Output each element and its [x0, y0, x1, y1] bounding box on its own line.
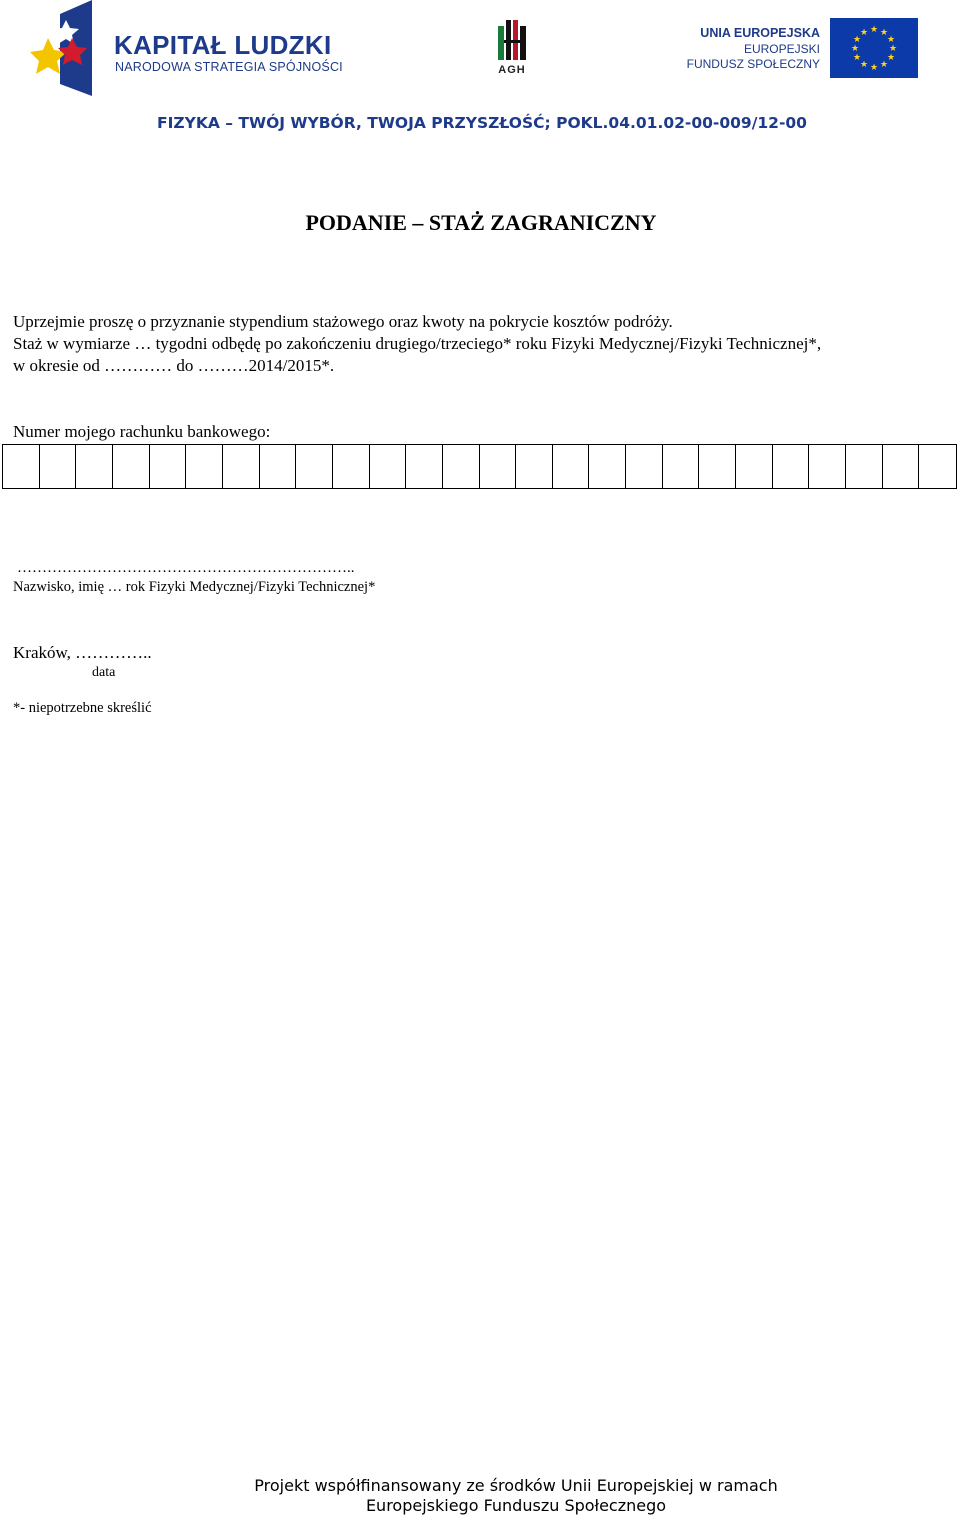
footnote: *- niepotrzebne skreślić — [13, 700, 152, 716]
paragraph-line-2: Staż w wymiarze … tygodni odbędę po zakończeniu drugiego/trzeciego* roku Fizyki Medycznej/Fizyki Technicznej*, — [13, 334, 822, 353]
account-digit-cell — [260, 445, 297, 488]
account-number-label: Numer mojego rachunku bankowego: — [13, 422, 271, 441]
account-digit-cell — [699, 445, 736, 488]
svg-text:★: ★ — [852, 53, 862, 63]
paragraph-line-3: w okresie od ………… do ………2014/2015*. — [13, 356, 335, 375]
svg-text:★: ★ — [850, 44, 860, 54]
account-digit-cell — [370, 445, 407, 488]
place-date: Kraków, ………….. — [13, 643, 152, 662]
account-digit-cell — [773, 445, 810, 488]
svg-text:★: ★ — [888, 44, 898, 54]
svg-text:★: ★ — [886, 35, 896, 45]
footer — [0, 1476, 960, 1516]
account-digit-cell — [223, 445, 260, 488]
account-digit-cell — [333, 445, 370, 488]
account-digit-cell — [589, 445, 626, 488]
footer-line-2: Europejskiego Funduszu Społecznego — [365, 1496, 667, 1515]
eu-line-2: EUROPEJSKI — [743, 42, 820, 56]
agh-logo — [494, 16, 530, 78]
account-digit-cell — [516, 445, 553, 488]
account-digit-cell — [663, 445, 700, 488]
account-digit-cell — [846, 445, 883, 488]
account-digit-cell — [626, 445, 663, 488]
kapital-ludzki-subtitle: NARODOWA STRATEGIA SPÓJNOŚCI — [115, 60, 343, 74]
account-digit-cell — [406, 445, 443, 488]
account-digit-cell — [113, 445, 150, 488]
account-digit-cell — [296, 445, 333, 488]
eu-line-1: UNIA EUROPEJSKA — [700, 26, 820, 40]
eu-line-3: FUNDUSZ SPOŁECZNY — [686, 57, 820, 71]
kapital-ludzki-emblem-icon — [30, 0, 94, 96]
date-caption: data — [92, 665, 116, 680]
document-title: PODANIE – STAŻ ZAGRANICZNY — [305, 210, 657, 235]
account-digit-cell — [480, 445, 517, 488]
signature-caption: Nazwisko, imię … rok Fizyki Medycznej/Fizyki Technicznej* — [13, 579, 376, 595]
eu-flag-icon — [830, 18, 918, 78]
account-digit-cell — [809, 445, 846, 488]
svg-text:★: ★ — [869, 63, 879, 73]
svg-text:★: ★ — [859, 28, 869, 38]
signature-line: ………………………………………………………….. — [17, 560, 355, 576]
svg-text:★: ★ — [869, 25, 879, 35]
account-number-grid — [2, 444, 957, 489]
account-digit-cell — [40, 445, 77, 488]
agh-label: AGH — [498, 64, 526, 76]
kapital-ludzki-logo — [30, 0, 343, 96]
account-digit-cell — [76, 445, 113, 488]
svg-text:★: ★ — [879, 28, 889, 38]
account-digit-cell — [919, 445, 956, 488]
project-line: FIZYKA – TWÓJ WYBÓR, TWOJA PRZYSZŁOŚĆ; POKL.04.01.02-00-009/12-00 — [157, 114, 807, 132]
svg-text:★: ★ — [859, 60, 869, 70]
kapital-ludzki-title: KAPITAŁ LUDZKI — [114, 30, 332, 60]
svg-text:★: ★ — [886, 53, 896, 63]
account-digit-cell — [186, 445, 223, 488]
account-digit-cell — [3, 445, 40, 488]
svg-text:★: ★ — [852, 35, 862, 45]
footer-line-1: Projekt współfinansowany ze środków Unii Europejskiej w ramach — [254, 1476, 778, 1495]
account-digit-cell — [553, 445, 590, 488]
account-digit-cell — [150, 445, 187, 488]
account-digit-cell — [736, 445, 773, 488]
account-digit-cell — [883, 445, 920, 488]
request-paragraph — [13, 311, 958, 377]
paragraph-line-1: Uprzejmie proszę o przyznanie stypendium stażowego oraz kwoty na pokrycie kosztów podróży. — [13, 312, 673, 331]
account-digit-cell — [443, 445, 480, 488]
svg-text:★: ★ — [879, 60, 889, 70]
eu-logo — [686, 16, 922, 80]
agh-emblem-icon — [494, 16, 530, 62]
